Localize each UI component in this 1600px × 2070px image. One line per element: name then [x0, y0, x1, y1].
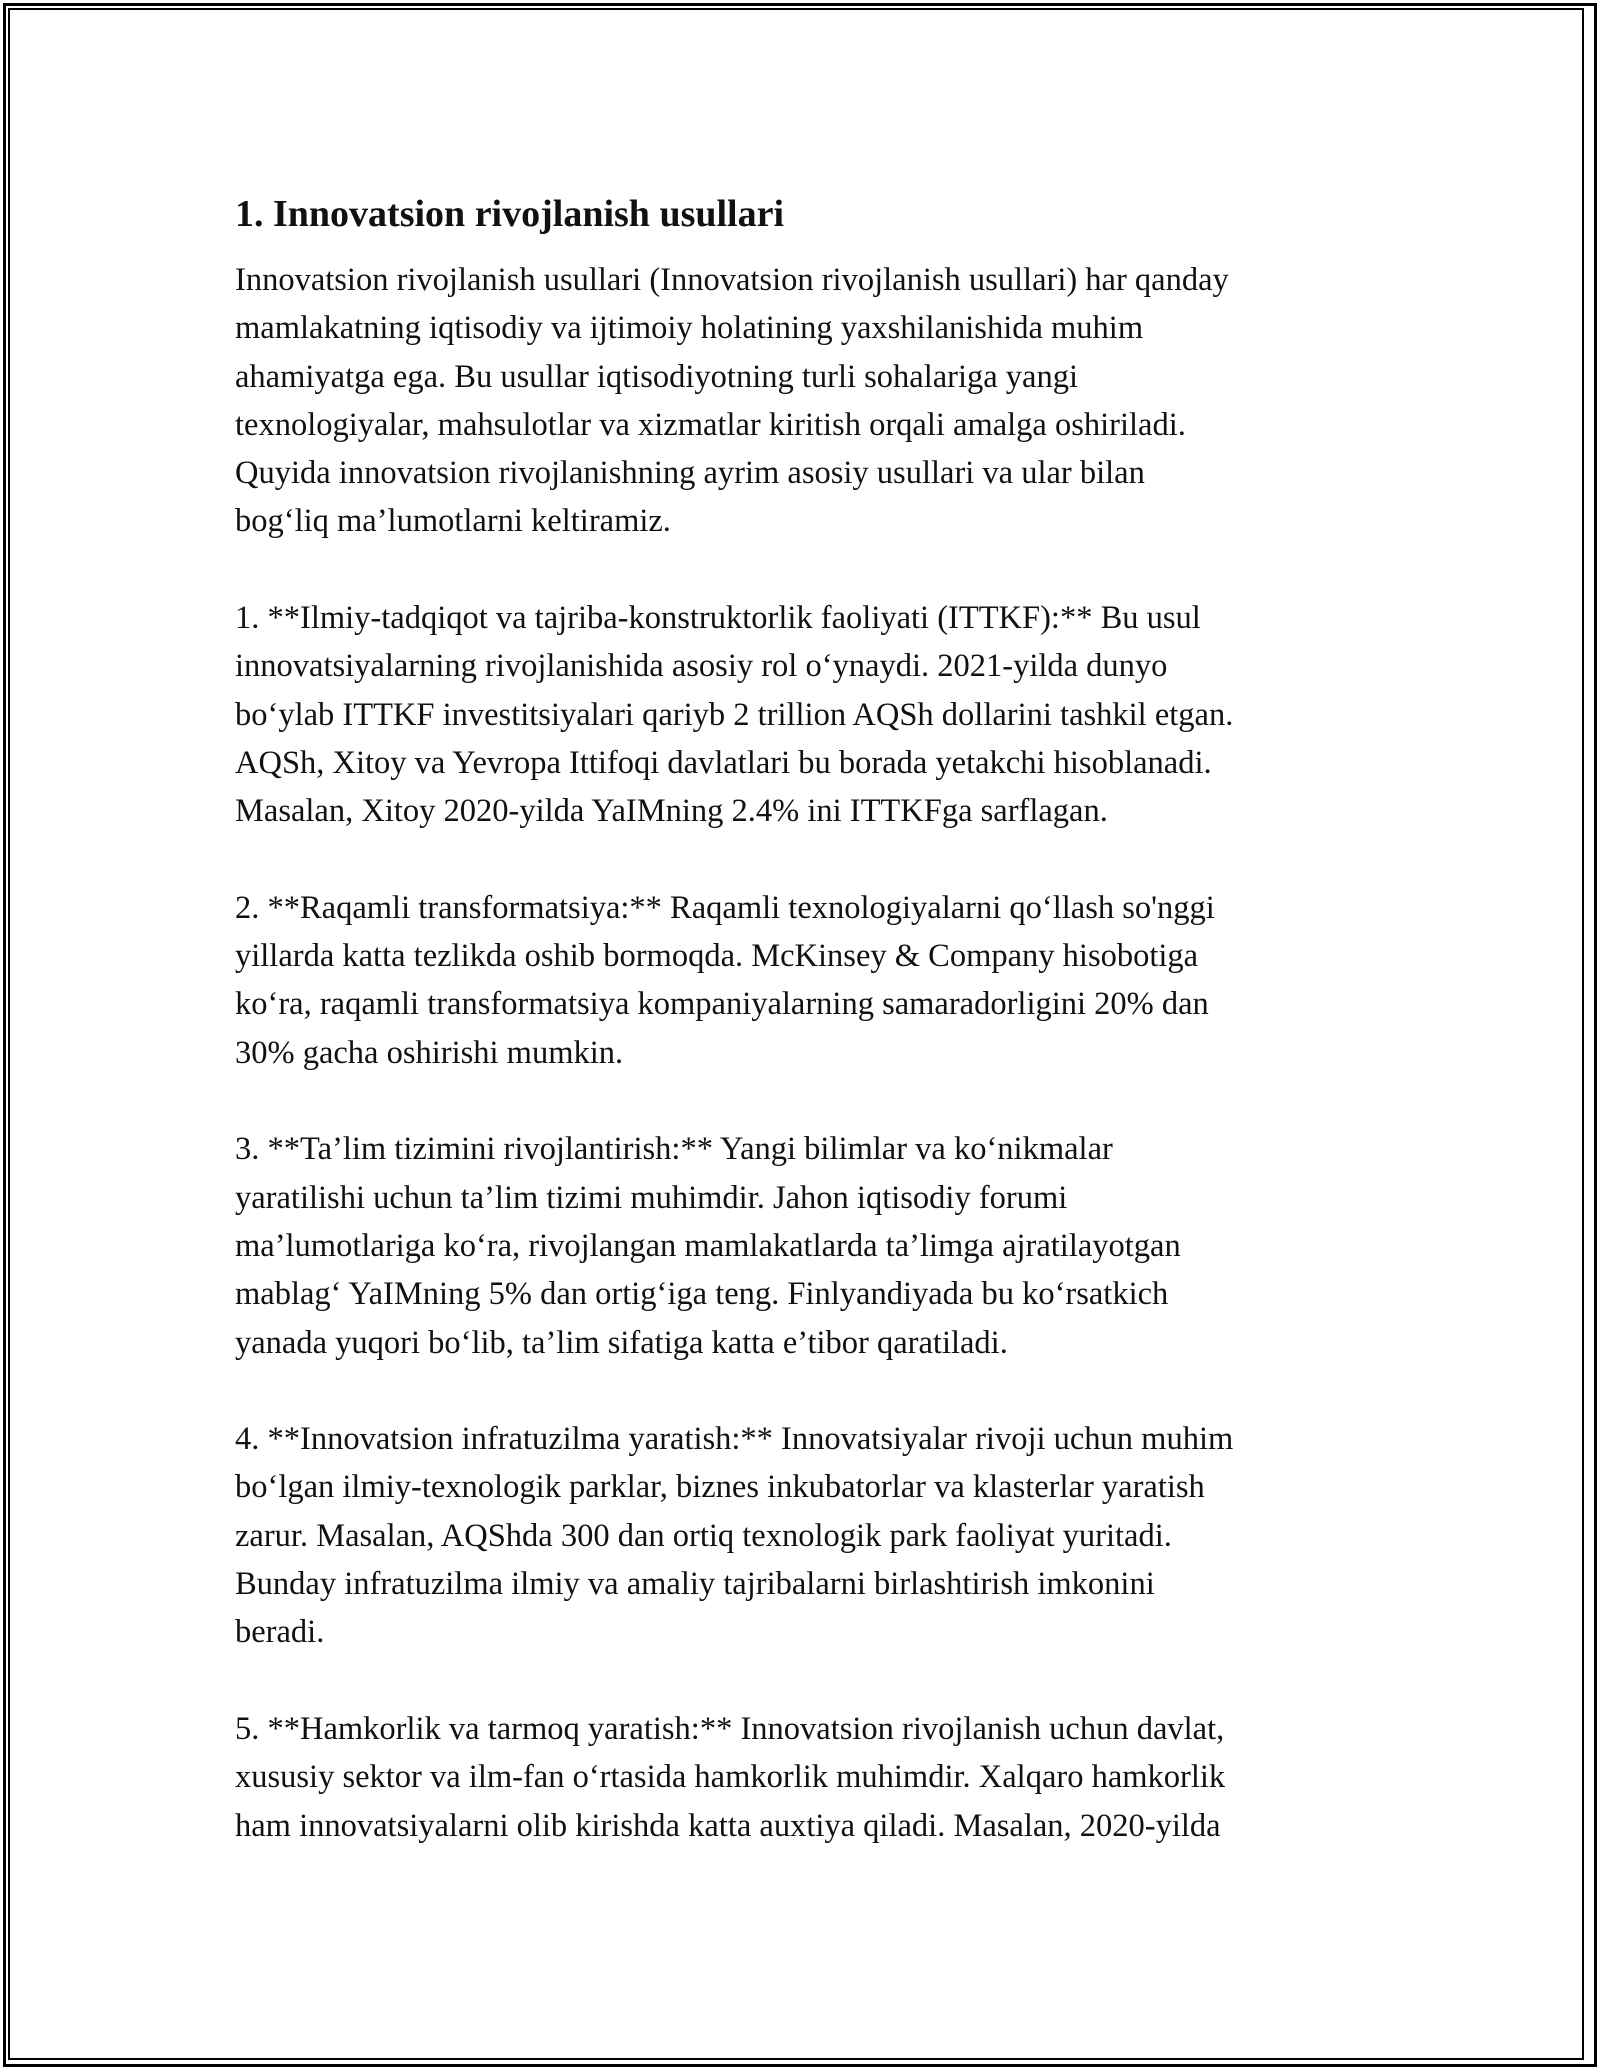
paragraph-ittkf: 1. **Ilmiy-tadqiqot va tajriba-konstruktorlik faoliyati (ITTKF):** Bu usul innovatsiyalarning rivojlanishida asosiy rol o‘ynaydi. 2021-yilda dunyo bo‘ylab ITTKF investitsiyalari qariyb 2 trillion AQSh dollarini tashkil etgan. AQSh, Xitoy va Yevropa Ittifoqi davlatlari bu borada yetakchi hisoblanadi. Masalan, Xitoy 2020-yilda YaIMning 2.4% ini ITTKFga sarflagan.	[235, 600, 1234, 830]
paragraph-digital-transformation: 2. **Raqamli transformatsiya:** Raqamli texnologiyalarni qo‘llash so'nggi yillarda katta tezlikda oshib bormoqda. McKinsey & Company hisobotiga ko‘ra, raqamli transformatsiya kompaniyalarning samaradorligini 20% dan 30% gacha oshirishi mumkin.	[235, 889, 1215, 1071]
section-heading: 1. Innovatsion rivojlanish usullari	[235, 193, 785, 235]
paragraph-education: 3. **Ta’lim tizimini rivojlantirish:** Yangi bilimlar va ko‘nikmalar yaratilishi uchun ta’lim tizimi muhimdir. Jahon iqtisodiy forumi ma’lumotlariga ko‘ra, rivojlangan mamlakatlarda ta’limga ajratilayotgan mablag‘ YaIMning 5% dan ortig‘iga teng. Finlyandiyada bu ko‘rsatkich yanada yuqori bo‘lib, ta’lim sifatiga katta e’tibor qaratiladi.	[235, 1131, 1181, 1361]
intro-paragraph: Innovatsion rivojlanish usullari (Innovatsion rivojlanish usullari) har qanday mamlakatning iqtisodiy va ijtimoiy holatining yaxshilanishida muhim ahamiyatga ega. Bu usullar iqtisodiyotning turli sohalariga yangi texnologiyalar, mahsulotlar va xizmatlar kiritish orqali amalga oshiriladi. Quyida innovatsion rivojlanishning ayrim asosiy usullari va ular bilan bog‘liq ma’lumotlarni keltiramiz.	[235, 262, 1229, 540]
document-body	[235, 186, 1405, 1898]
paragraph-infrastructure: 4. **Innovatsion infratuzilma yaratish:** Innovatsiyalar rivoji uchun muhim bo‘lgan ilmiy-texnologik parklar, biznes inkubatorlar va klasterlar yaratish zarur. Masalan, AQShda 300 dan ortiq texnologik park faoliyat yuritadi. Bunday infratuzilma ilmiy va amaliy tajribalarni birlashtirish imkonini beradi.	[235, 1421, 1234, 1651]
paragraph-cooperation: 5. **Hamkorlik va tarmoq yaratish:** Innovatsion rivojlanish uchun davlat, xususiy sektor va ilm-fan o‘rtasida hamkorlik muhimdir. Xalqaro hamkorlik ham innovatsiyalarni olib kirishda katta auxtiya qiladi. Masalan, 2020-yilda	[235, 1710, 1226, 1844]
